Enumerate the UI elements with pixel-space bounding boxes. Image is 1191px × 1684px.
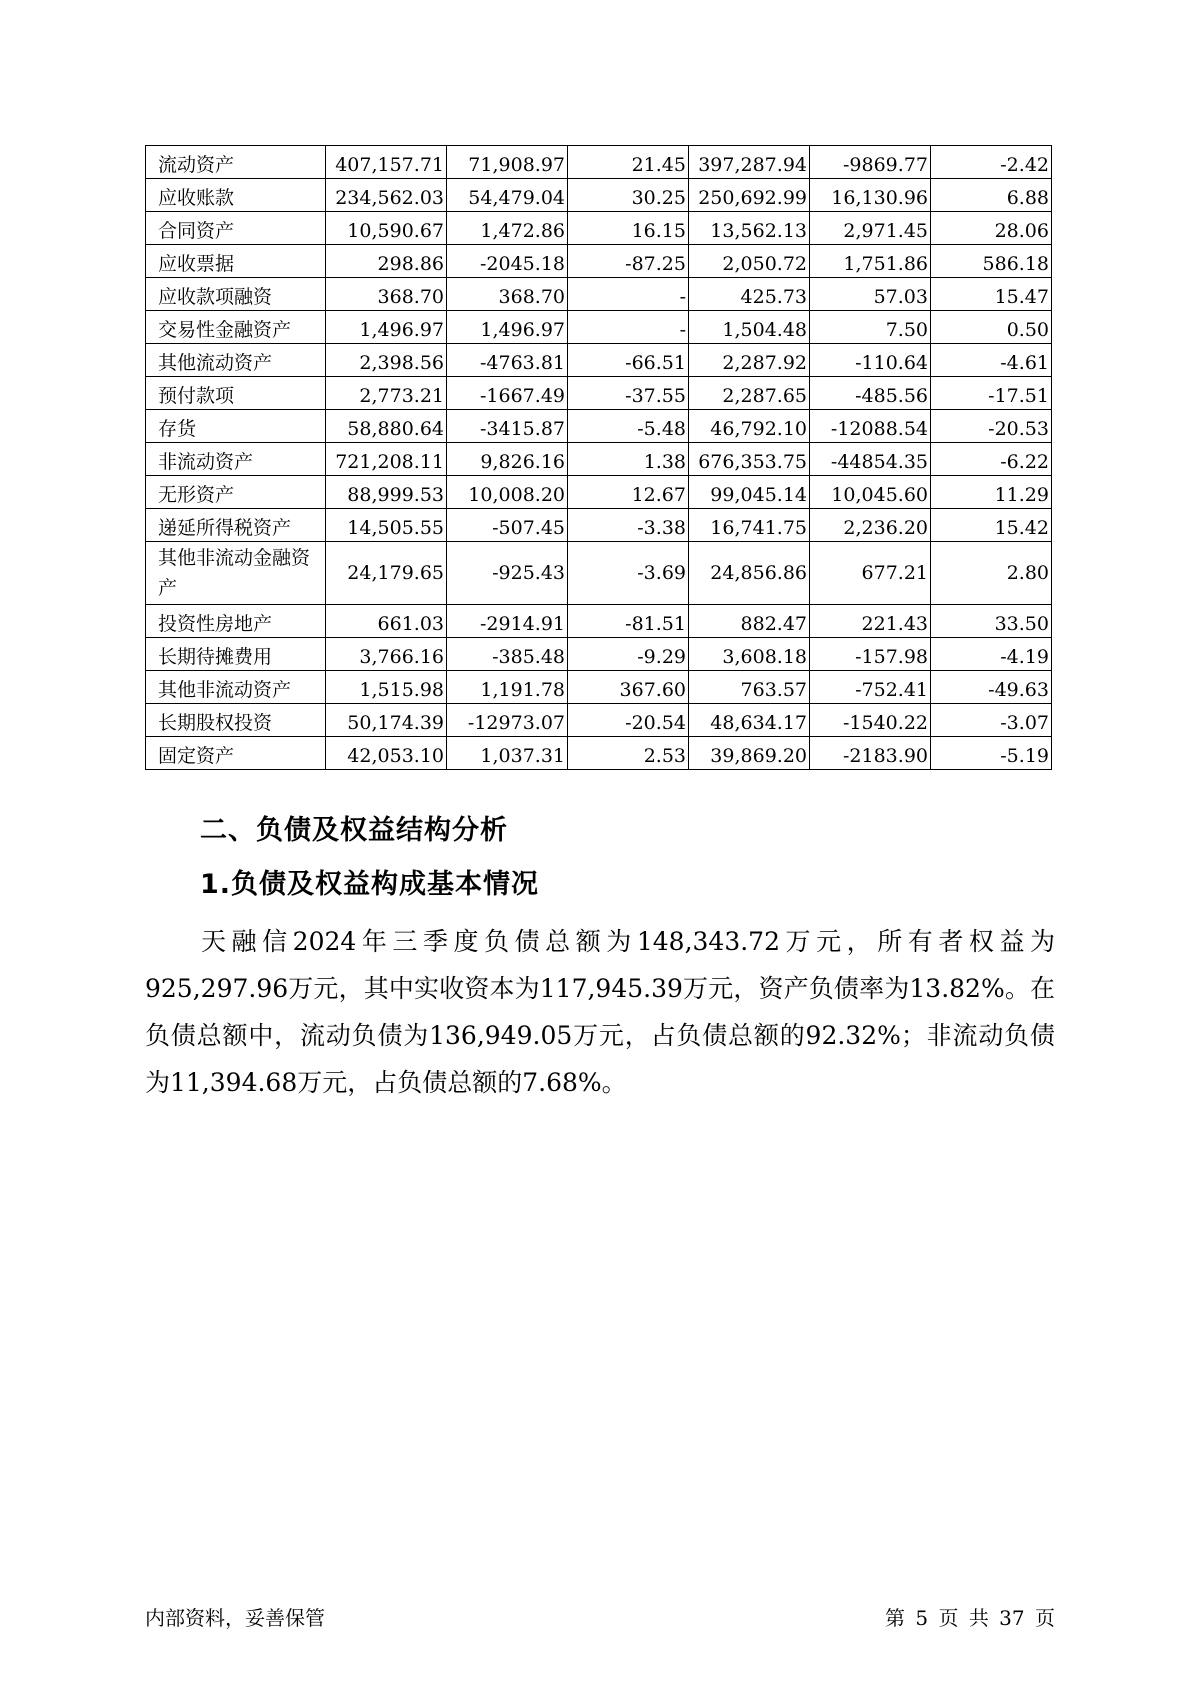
row-label-cell: 应收账款 [146,179,326,212]
value-cell: 2,287.92 [689,344,810,377]
value-cell: 24,856.86 [689,542,810,605]
value-cell: 48,634.17 [689,704,810,737]
row-label-cell: 其他非流动资产 [146,671,326,704]
row-label-cell: 存货 [146,410,326,443]
table-row [146,671,1052,704]
value-cell: 2,398.56 [326,344,447,377]
value-cell: 3,766.16 [326,638,447,671]
table-row [146,278,1052,311]
row-label-cell: 非流动资产 [146,443,326,476]
value-cell: 234,562.03 [326,179,447,212]
value-cell: 11.29 [931,476,1052,509]
value-cell: 88,999.53 [326,476,447,509]
value-cell: 368.70 [326,278,447,311]
value-cell: -1667.49 [447,377,568,410]
value-cell: 58,880.64 [326,410,447,443]
row-label-cell: 交易性金融资产 [146,311,326,344]
value-cell: -87.25 [568,245,689,278]
table-row [146,737,1052,770]
value-cell: 30.25 [568,179,689,212]
value-cell: -752.41 [810,671,931,704]
value-cell: 1,504.48 [689,311,810,344]
row-label-cell: 应收票据 [146,245,326,278]
value-cell: -81.51 [568,605,689,638]
section-heading: 二、负债及权益结构分析 [200,815,508,846]
row-label-cell: 无形资产 [146,476,326,509]
value-cell: 33.50 [931,605,1052,638]
value-cell: -110.64 [810,344,931,377]
value-cell: -5.48 [568,410,689,443]
row-label-cell: 递延所得税资产 [146,509,326,542]
value-cell: 1.38 [568,443,689,476]
value-cell: 10,590.67 [326,212,447,245]
value-cell: -66.51 [568,344,689,377]
value-cell: -12973.07 [447,704,568,737]
value-cell: 2.80 [931,542,1052,605]
value-cell: -9869.77 [810,146,931,179]
value-cell: -2183.90 [810,737,931,770]
value-cell: 2,773.21 [326,377,447,410]
value-cell: -9.29 [568,638,689,671]
value-cell: -37.55 [568,377,689,410]
table-row [146,476,1052,509]
value-cell: - [568,311,689,344]
value-cell: 2,971.45 [810,212,931,245]
value-cell: 24,179.65 [326,542,447,605]
value-cell: 1,496.97 [447,311,568,344]
value-cell: -925.43 [447,542,568,605]
value-cell: 14,505.55 [326,509,447,542]
value-cell: 0.50 [931,311,1052,344]
value-cell: 10,008.20 [447,476,568,509]
value-cell: -4763.81 [447,344,568,377]
table-row [146,245,1052,278]
value-cell: -17.51 [931,377,1052,410]
row-label-cell: 其他非流动金融资产 [146,542,326,605]
value-cell: 1,037.31 [447,737,568,770]
value-cell: 2,236.20 [810,509,931,542]
value-cell: 367.60 [568,671,689,704]
value-cell: 425.73 [689,278,810,311]
footer-page-number: 第 5 页 共 37 页 [885,1606,1055,1630]
value-cell: -20.53 [931,410,1052,443]
table-row [146,704,1052,737]
value-cell: 298.86 [326,245,447,278]
value-cell: 676,353.75 [689,443,810,476]
table-row [146,638,1052,671]
value-cell: 99,045.14 [689,476,810,509]
asset-table [145,145,1052,770]
value-cell: 16,741.75 [689,509,810,542]
value-cell: -2045.18 [447,245,568,278]
value-cell: 9,826.16 [447,443,568,476]
value-cell: 407,157.71 [326,146,447,179]
value-cell: 16,130.96 [810,179,931,212]
value-cell: 721,208.11 [326,443,447,476]
row-label-cell: 长期股权投资 [146,704,326,737]
value-cell: 50,174.39 [326,704,447,737]
value-cell: 12.67 [568,476,689,509]
value-cell: 15.47 [931,278,1052,311]
row-label-cell: 预付款项 [146,377,326,410]
value-cell: -12088.54 [810,410,931,443]
value-cell: -485.56 [810,377,931,410]
subsection-heading: 1.负债及权益构成基本情况 [200,869,540,900]
value-cell: 763.57 [689,671,810,704]
value-cell: 21.45 [568,146,689,179]
value-cell: -6.22 [931,443,1052,476]
table-row [146,377,1052,410]
value-cell: 1,496.97 [326,311,447,344]
row-label-cell: 流动资产 [146,146,326,179]
value-cell: -3.38 [568,509,689,542]
value-cell: 6.88 [931,179,1052,212]
table-row [146,443,1052,476]
value-cell: 2.53 [568,737,689,770]
table-row [146,542,1052,605]
footer-confidential-note: 内部资料，妥善保管 [145,1606,325,1630]
table-row [146,605,1052,638]
value-cell: 882.47 [689,605,810,638]
row-label-cell: 其他流动资产 [146,344,326,377]
value-cell: 2,287.65 [689,377,810,410]
value-cell: -4.19 [931,638,1052,671]
value-cell: -3.69 [568,542,689,605]
value-cell: -157.98 [810,638,931,671]
value-cell: -4.61 [931,344,1052,377]
value-cell: -44854.35 [810,443,931,476]
value-cell: -385.48 [447,638,568,671]
row-label-cell: 固定资产 [146,737,326,770]
value-cell: 368.70 [447,278,568,311]
value-cell: 2,050.72 [689,245,810,278]
row-label-cell: 长期待摊费用 [146,638,326,671]
table-row [146,410,1052,443]
value-cell: 677.21 [810,542,931,605]
value-cell: - [568,278,689,311]
value-cell: 10,045.60 [810,476,931,509]
asset-table-container [145,145,1052,770]
table-row [146,212,1052,245]
value-cell: 1,191.78 [447,671,568,704]
value-cell: 7.50 [810,311,931,344]
value-cell: 54,479.04 [447,179,568,212]
value-cell: -5.19 [931,737,1052,770]
value-cell: 586.18 [931,245,1052,278]
value-cell: -1540.22 [810,704,931,737]
row-label-cell: 应收款项融资 [146,278,326,311]
value-cell: -3415.87 [447,410,568,443]
value-cell: 71,908.97 [447,146,568,179]
asset-table-body [146,146,1052,770]
table-row [146,179,1052,212]
value-cell: 15.42 [931,509,1052,542]
value-cell: 28.06 [931,212,1052,245]
table-row [146,311,1052,344]
value-cell: 1,751.86 [810,245,931,278]
value-cell: 1,472.86 [447,212,568,245]
value-cell: 1,515.98 [326,671,447,704]
value-cell: 39,869.20 [689,737,810,770]
value-cell: -2914.91 [447,605,568,638]
value-cell: 397,287.94 [689,146,810,179]
body-paragraph: 天融信2024年三季度负债总额为148,343.72万元，所有者权益为925,297.96万元，其中实收资本为117,945.39万元，资产负债率为13.82%。在负债总额中，流动负债为136,949.05万元，占负债总额的92.32%；非流动负债为11,394.68万元，占负债总额的7.68%。 [145,927,1055,1097]
table-row [146,146,1052,179]
value-cell: 661.03 [326,605,447,638]
value-cell: -3.07 [931,704,1052,737]
value-cell: 42,053.10 [326,737,447,770]
value-cell: -20.54 [568,704,689,737]
value-cell: 3,608.18 [689,638,810,671]
value-cell: -49.63 [931,671,1052,704]
value-cell: 250,692.99 [689,179,810,212]
value-cell: 13,562.13 [689,212,810,245]
value-cell: 221.43 [810,605,931,638]
value-cell: 16.15 [568,212,689,245]
table-row [146,509,1052,542]
value-cell: 57.03 [810,278,931,311]
value-cell: 46,792.10 [689,410,810,443]
value-cell: -507.45 [447,509,568,542]
row-label-cell: 合同资产 [146,212,326,245]
row-label-cell: 投资性房地产 [146,605,326,638]
table-row [146,344,1052,377]
value-cell: -2.42 [931,146,1052,179]
